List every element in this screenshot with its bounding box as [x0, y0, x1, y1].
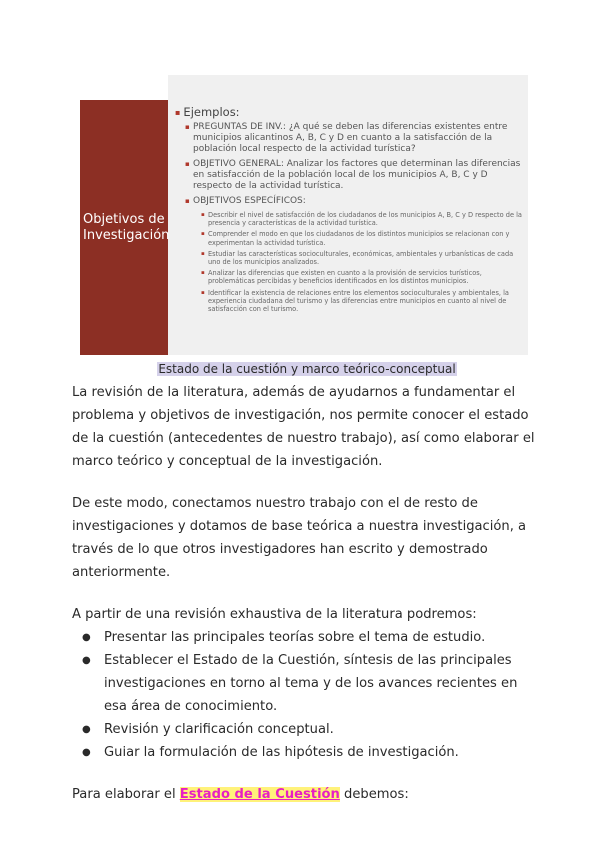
paragraph-1: La revisión de la literatura, además de ayudarnos a fundamentar el problema y objetivos de investigación, nos permite conocer el estado de la cuestión (antecedentes de nuestro trabajo), así como elaborar el marco teórico y conceptual de la investigación. — [72, 385, 535, 469]
slide-subitem: ▪ Estudiar las características socioculturales, económicas, ambientales y urbanísticas de cada uno de los municipios analizados. — [201, 250, 525, 266]
section-title: Estado de la cuestión y marco teórico-conceptual — [158, 362, 456, 376]
final-paragraph: Para elaborar el Estado de la Cuestión debemos: — [72, 787, 409, 802]
slide-title: Objetivos de Investigación — [83, 212, 170, 243]
slide-subitem: ▪ Describir el nivel de satisfacción de los ciudadanos de los municipios A, B, C y D respecto de la presencia y características de la actividad turística. — [201, 211, 525, 227]
paragraph-2: De este modo, conectamos nuestro trabajo con el de resto de investigaciones y dotamos de base teórica a nuestra investigación, a través de lo que otros investigadores han escrito y demostrado anteriormente. — [72, 496, 527, 580]
slide-subitem: ▪ Comprender el modo en que los ciudadanos de los distintos municipios se relacionan con y experimentan la actividad turística. — [201, 230, 525, 246]
slide-item-preguntas: ▪ PREGUNTAS DE INV.: ¿A qué se deben las diferencias existentes entre municipios alicantinos A, B, C y D en cuanto a la satisfacción de la población local respecto de la actividad turística? — [185, 122, 525, 155]
slide-item-objetivo-general: ▪ OBJETIVO GENERAL: Analizar los factores que determinan las diferencias en satisfacción de la población local de los municipios A, B, C y D respecto de la actividad turística. — [185, 159, 525, 192]
list-item: ● Revisión y clarificación conceptual. — [104, 718, 542, 741]
slide-image — [75, 75, 528, 355]
estado-cuestion-link[interactable]: Estado de la Cuestión — [179, 787, 340, 802]
slide-subitem: ▪ Analizar las diferencias que existen en cuanto a la provisión de servicios turísticos, problemáticas percibidas y beneficios identificados en los distintos municipios. — [201, 269, 525, 285]
slide-content — [175, 105, 525, 316]
list-item: ● Guiar la formulación de las hipótesis de investigación. — [104, 741, 542, 764]
bullet-icon: ▪ — [175, 108, 181, 117]
list-item: ● Presentar las principales teorías sobre el tema de estudio. — [104, 626, 542, 649]
document-body — [72, 358, 542, 825]
paragraph-3: A partir de una revisión exhaustiva de la literatura podremos: — [72, 607, 477, 622]
bullet-list — [72, 626, 542, 764]
slide-heading: ▪ Ejemplos: — [175, 105, 240, 119]
slide-item-objetivos-especificos: ▪ OBJETIVOS ESPECÍFICOS: — [185, 196, 525, 207]
list-item: ● Establecer el Estado de la Cuestión, síntesis de las principales investigaciones en torno al tema y de los avances recientes en esa área de conocimiento. — [104, 649, 542, 718]
slide-subitem: ▪ Identificar la existencia de relaciones entre los elementos socioculturales y ambientales, la experiencia ciudadana del turismo y las diferencias entre municipios en cuanto al nivel de satisfacción con el turismo. — [201, 289, 525, 314]
